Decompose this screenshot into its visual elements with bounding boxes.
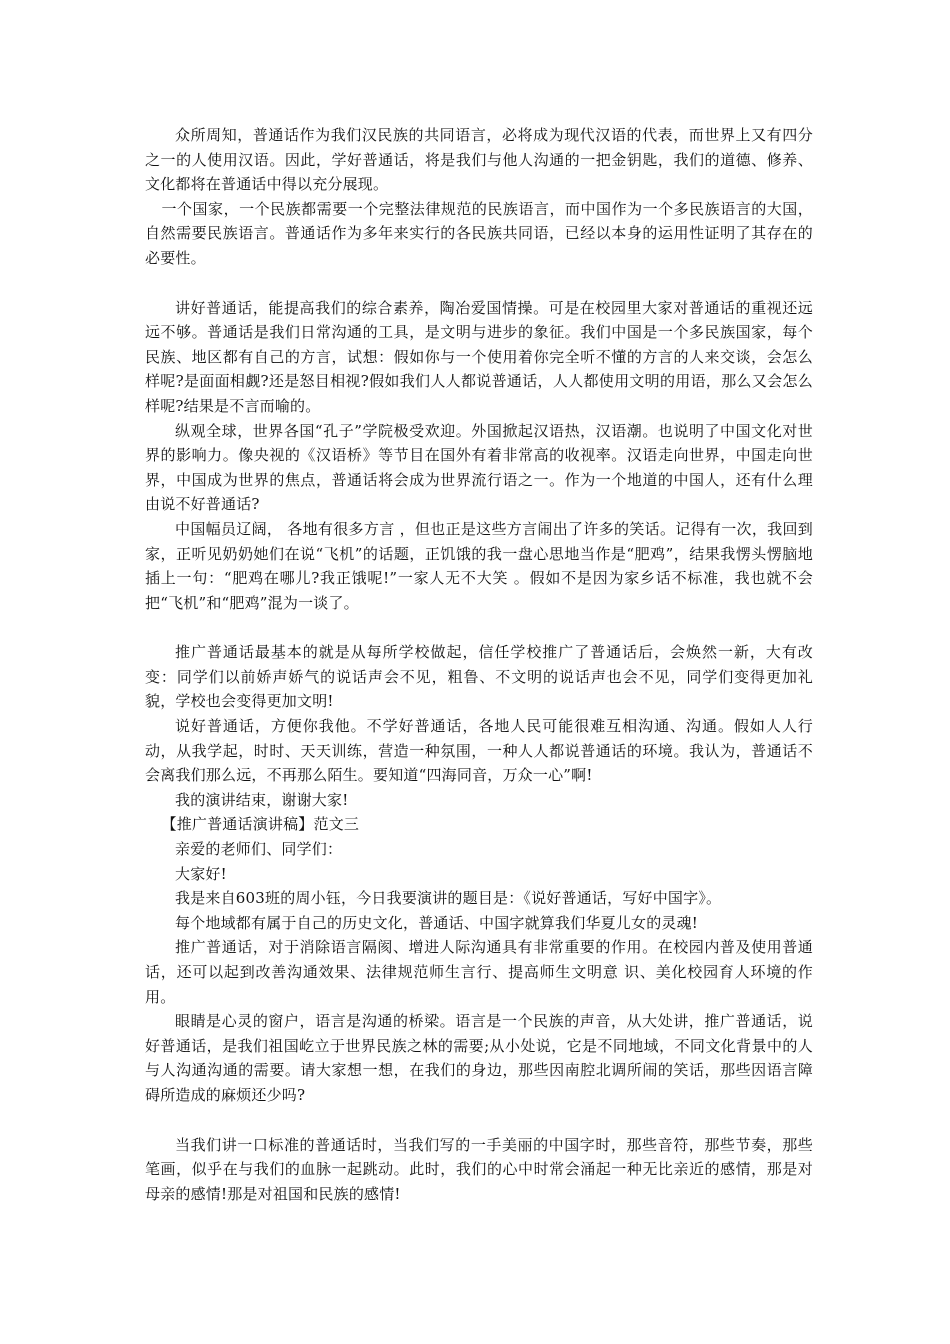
paragraph: 每个地域都有属于自己的历史文化，普通话、中国字就算我们华夏儿女的灵魂! [175,913,699,932]
paragraph: 说好普通话，方便你我他。不学好普通话，各地人民可能很难互相沟通、沟通。假如人人行动，从我学起，时时、天天训练，营造一种氛围，一种人人都说普通话的环境。我认为，普通话不会离我们那么远，不再那么陌生。要知道“四海同音，万众一心”啊! [145,717,813,785]
paragraph-gap [145,1108,813,1133]
paragraph: 眼睛是心灵的窗户，语言是沟通的桥梁。语言是一个民族的声音，从大处讲，推广普通话，说好普通话，是我们祖国屹立于世界民族之林的需要;从小处说，它是不同地域，不同文化背景中的人与人沟通沟通的需要。请大家想一想，在我们的身边，那些因南腔北调所闹的笑话，那些因语言障碍所造成的麻烦还少吗? [145,1012,813,1104]
paragraph: 纵观全球，世界各国“孔子”学院极受欢迎。外国掀起汉语热，汉语潮。也说明了中国文化对世界的影响力。像央视的《汉语桥》等节目在国外有着非常高的收视率。汉语走向世界，中国走向世界，中国成为世界的焦点，普通话将会成为世界流行语之一。作为一个地道的中国人，还有什么理由说不好普通话? [145,421,813,514]
section-heading: 【推广普通话演讲稿】范文三 [161,815,360,834]
paragraph: 中国幅员辽阔， 各地有很多方言 ，但也正是这些方言闹出了许多的笑话。记得有一次，我回到家，正听见奶奶她们在说“飞机”的话题，正饥饿的我一盘心思地当作是“肥鸡”，结果我愣头愣脑地插上一句：“肥鸡在哪儿?我正饿呢!”一家人无不大笑 。假如不是因为家乡话不标准，我也就不会把“飞机”和“肥鸡”混为一谈了。 [145,519,813,612]
greeting: 大家好! [175,864,227,883]
paragraph: 讲好普通话，能提高我们的综合素养，陶冶爱国情操。可是在校园里大家对普通话的重视还远远不够。普通话是我们日常沟通的工具，是文明与进步的象征。我们中国是一个多民族国家，每个民族、地区都有自己的方言，试想：假如你与一个使用着你完全听不懂的方言的人来交谈，会怎么样呢?是面面相觑?还是怒目相视?假如我们人人都说普通话，人人都使用文明的用语，那么又会怎么样呢?结果是不言而喻的。 [145,298,813,415]
paragraph-gap [145,615,813,640]
paragraph: 一个国家，一个民族都需要一个完整法律规范的民族语言，而中国作为一个多民族语言的大国，自然需要民族语言。普通话作为多年来实行的各民族共同语，已经以本身的运用性证明了其存在的必要性。 [145,199,813,267]
paragraph: 推广普通话最基本的就是从每所学校做起，信任学校推广了普通话后，会焕然一新，大有改变：同学们以前娇声娇气的说话声会不见，粗鲁、不文明的说话声也会不见，同学们变得更加礼貌，学校也会变得更加文明! [145,643,813,711]
paragraph: 我是来自603班的周小钰，今日我要演讲的题目是：《说好普通话，写好中国字》。 [175,889,722,908]
paragraph: 我的演讲结束，谢谢大家! [175,790,349,809]
paragraph: 推广普通话，对于消除语言隔阂、增进人际沟通具有非常重要的作用。在校园内普及使用普通话，还可以起到改善沟通效果、法律规范师生言行、提高师生文明意 识、美化校园育人环境的作用。 [145,938,813,1006]
paragraph-gap [145,271,813,296]
salutation: 亲爱的老师们、同学们： [175,840,343,859]
paragraph: 众所周知，普通话作为我们汉民族的共同语言，必将成为现代汉语的代表，而世界上又有四分之一的人使用汉语。因此，学好普通话，将是我们与他人沟通的一把金钥匙，我们的道德、修养、文化都将在普通话中得以充分展现。 [145,126,813,194]
paragraph: 当我们讲一口标准的普通话时，当我们写的一手美丽的中国字时，那些音符，那些节奏，那些笔画，似乎在与我们的血脉一起跳动。此时，我们的心中时常会涌起一种无比亲近的感情，那是对母亲的感情!那是对祖国和民族的感情! [145,1135,813,1203]
document-body [145,123,813,1206]
